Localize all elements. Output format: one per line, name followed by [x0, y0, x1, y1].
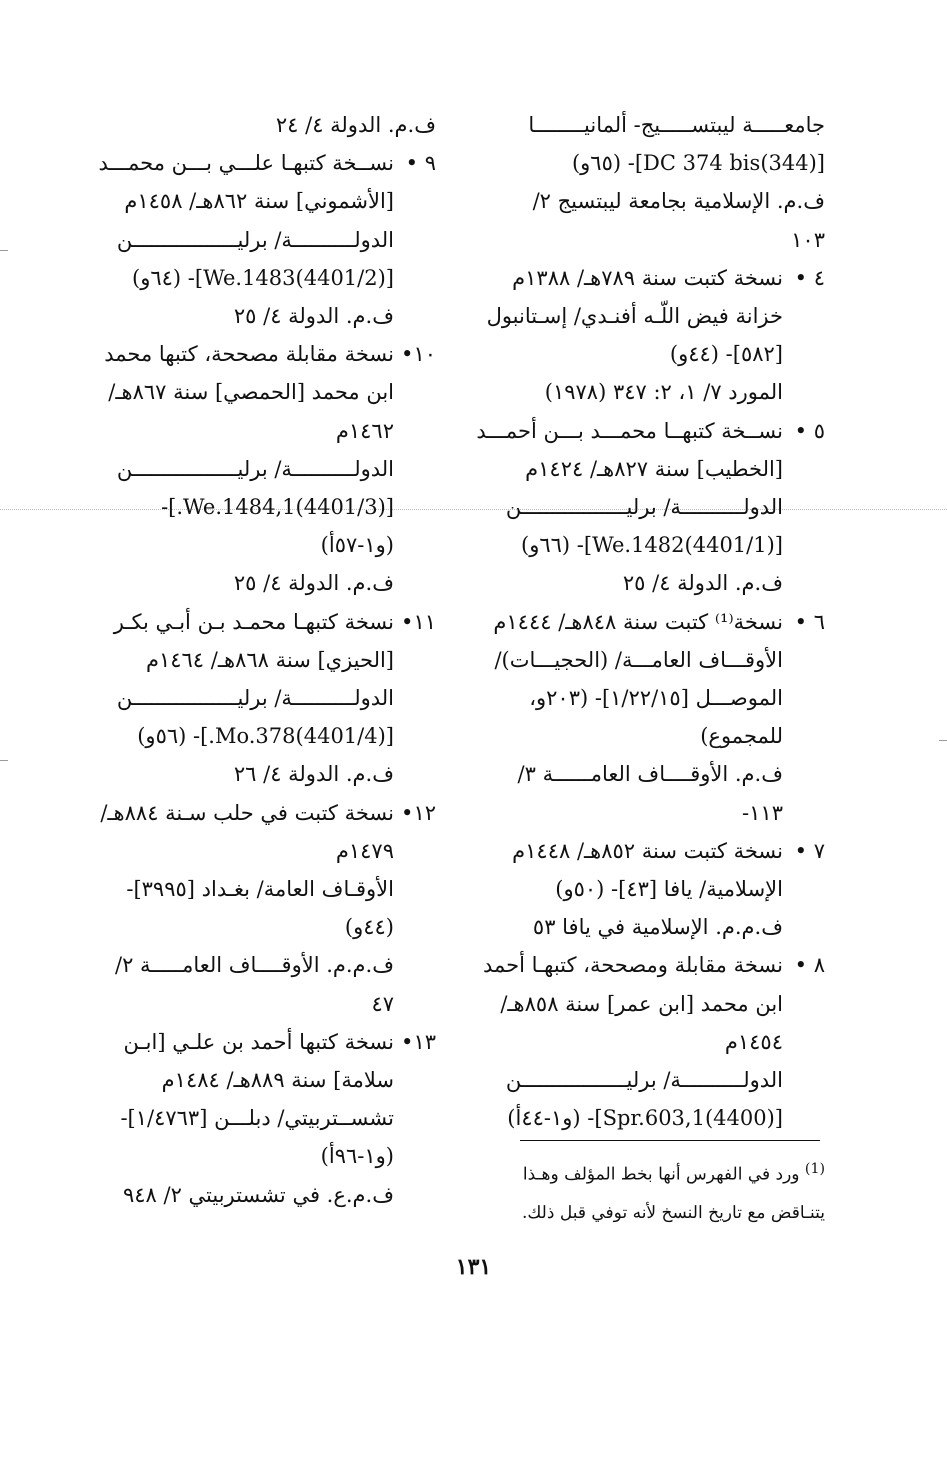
text-line: ف.م. الدولة ٤/ ٢٤	[275, 113, 436, 137]
text-line: ١٠٣	[791, 227, 825, 252]
text-line: الدولــــــــــة/ برليـــــــــــــــــن	[116, 227, 394, 252]
manuscript-entry	[100, 144, 436, 335]
text-line: ف.م. الأوقــــاف العامــــــة ٣/	[517, 762, 783, 787]
text-line: ف.م.م. الأوقــــاف العامـــــة ٢/	[115, 953, 394, 978]
manuscript-entry	[480, 259, 825, 412]
text-line: الموصـــل [١/٢٢/١٥]- (٢٠٣و،	[529, 686, 783, 711]
text-line: الأوقـــاف العامـــة/ (الحجيـــات)/	[494, 647, 783, 672]
text-line: للمجموع)	[700, 724, 783, 749]
text-line: نسخة كتبت في حلب سـنة ٨٨٤هـ/	[100, 800, 394, 825]
scan-edge-mark	[0, 760, 8, 761]
text-line: [٥٨٢]- (٤٤و)	[669, 342, 783, 367]
manuscript-entry	[100, 603, 436, 794]
text-line: ف.م. الإسلامية بجامعة ليبتسيج ٢/	[532, 189, 825, 214]
entry-number: ٤ •	[794, 265, 825, 290]
text-line: ١٤٧٩م	[335, 838, 394, 863]
text-line: تشســتربيتي/ دبلـــن [١/٤٧٦٣]-	[120, 1106, 394, 1131]
manuscript-entry	[480, 946, 825, 1137]
text-line: نسخة مقابلة مصححة، كتبها محمد	[104, 342, 394, 367]
text-line: (٤٤و)	[344, 915, 394, 940]
text-line: جامعـــــة ليبتســـــيج- ألمانيــــــــا	[528, 113, 825, 137]
text-line: نسخة كتبت سنة ٨٥٢هـ/ ١٤٤٨م	[512, 838, 783, 863]
text-line: الإسلامية/ يافا [٤٣]- (٥٠و)	[555, 877, 783, 902]
text-line: سلامة] سنة ٨٨٩هـ/ ١٤٨٤م	[161, 1068, 394, 1093]
text-line: الدولــــــــــة/ برليـــــــــــــــــن	[116, 456, 394, 481]
scan-edge-mark	[939, 740, 947, 741]
entry-number: ١٣•	[401, 1029, 436, 1054]
scan-edge-mark	[0, 250, 8, 251]
text-line: [الحيزي] سنة ٨٦٨هـ/ ١٤٦٤م	[145, 647, 394, 672]
entry-number: ٦ •	[794, 609, 825, 634]
text-line: نسخة⁽¹⁾ كتبت سنة ٨٤٨هـ/ ١٤٤٤م	[493, 609, 783, 634]
text-line: الأوقـاف العامة/ بغـداد [٣٩٩٥]-	[126, 877, 394, 902]
text-line: ابن محمد [الحمصي] سنة ٨٦٧هـ/	[108, 380, 394, 405]
text-line: نسخة كتبهـا محمـد بـن أبـي بكـر	[113, 609, 394, 634]
text-line: ١٤٦٢م	[335, 418, 394, 443]
right-column	[476, 106, 825, 1137]
entry-number: ١٢•	[401, 800, 436, 825]
text-line: [(4401/3)We.1484,1.]-	[161, 495, 394, 520]
text-line: ف.م. الدولة ٤/ ٢٥	[233, 571, 394, 596]
manuscript-entry	[100, 335, 436, 602]
text-line: ف.م.ع. في تشستربيتي ٢/ ٩٤٨	[122, 1182, 394, 1207]
manuscript-entry	[480, 832, 825, 947]
entry-number: ٧ •	[794, 838, 825, 863]
text-line: ١٤٥٤م	[724, 1029, 783, 1054]
text-line: ٤٧	[371, 991, 394, 1016]
text-line: [(344)DC 374 bis]- (٦٥و)	[571, 151, 825, 176]
text-line: ١١٣-	[742, 800, 783, 825]
text-line: نســخة كتبهـا علـــي بـــن محمـــد	[98, 151, 394, 176]
manuscript-entry	[100, 1023, 436, 1214]
entry-number: ١١•	[401, 609, 436, 634]
manuscript-entry	[100, 794, 436, 1023]
text-line: نسخة كتبها أحمد بن علـي [ابـن	[123, 1029, 394, 1054]
page-number: ١٣١	[455, 1254, 492, 1280]
entry-number: ٥ •	[794, 418, 825, 443]
text-line: ف.م. الدولة ٤/ ٢٦	[233, 762, 394, 787]
text-line: نسخة مقابلة ومصححة، كتبهـا أحمد	[482, 953, 783, 978]
entry-number: ٨ •	[794, 953, 825, 978]
text-line: نسخة كتبت سنة ٧٨٩هـ/ ١٣٨٨م	[512, 265, 783, 290]
text-line: (و١-٩٦أ)	[320, 1144, 394, 1169]
manuscript-entry	[480, 603, 825, 832]
text-line: الدولــــــــــة/ برليـــــــــــــــــن	[505, 495, 783, 520]
text-line: (و١-٥٧أ)	[320, 533, 394, 558]
entry-number: ١٠•	[401, 342, 436, 367]
text-line: ف.م. الدولة ٤/ ٢٥	[233, 304, 394, 329]
text-line: [(4401/4)Mo.378.]- (٥٦و)	[137, 724, 394, 749]
text-line: خزانة فيض اللّـه أفنـدي/ إسـتانبول	[486, 304, 783, 329]
text-line: نســخة كتبهــا محمـــد بـــن أحمـــد	[476, 418, 783, 443]
text-line: ف.م.م. الإسلامية في يافا ٥٣	[532, 915, 783, 940]
manuscript-entry	[476, 412, 825, 603]
footnote	[480, 1150, 825, 1232]
text-line: ف.م. الدولة ٤/ ٢٥	[622, 571, 783, 596]
text-line: [(4401/2)We.1483]- (٦٤و)	[132, 265, 394, 290]
text-line: الدولــــــــــة/ برليـــــــــــــــــن	[116, 686, 394, 711]
text-line: الدولــــــــــة/ برليـــــــــــــــــن	[505, 1068, 783, 1093]
text-line: [(4401/1)We.1482]- (٦٦و)	[521, 533, 783, 558]
footnote-marker: (1)	[804, 1161, 825, 1177]
text-line: [الخطيب] سنة ٨٢٧هـ/ ١٤٢٤م	[525, 456, 783, 481]
text-line: [(4400)Spr.603,1]- (و١-٤٤أ)	[507, 1106, 783, 1131]
text-line: [الأشموني] سنة ٨٦٢هـ/ ١٤٥٨م	[124, 189, 394, 214]
text-line: المورد ٧/ ١، ٢: ٣٤٧ (١٩٧٨)	[544, 380, 783, 405]
footnote-separator	[520, 1140, 820, 1141]
text-line: ابن محمد [ابن عمر] سنة ٨٥٨هـ/	[500, 991, 783, 1016]
left-column	[100, 106, 436, 1214]
footnote-text: ورد في الفهرس أنها بخط المؤلف وهـذا يتنـاقض مع تاريخ النسخ لأنه توفي قبل ذلك.	[521, 1164, 825, 1223]
entry-number: ٩ •	[405, 151, 436, 176]
